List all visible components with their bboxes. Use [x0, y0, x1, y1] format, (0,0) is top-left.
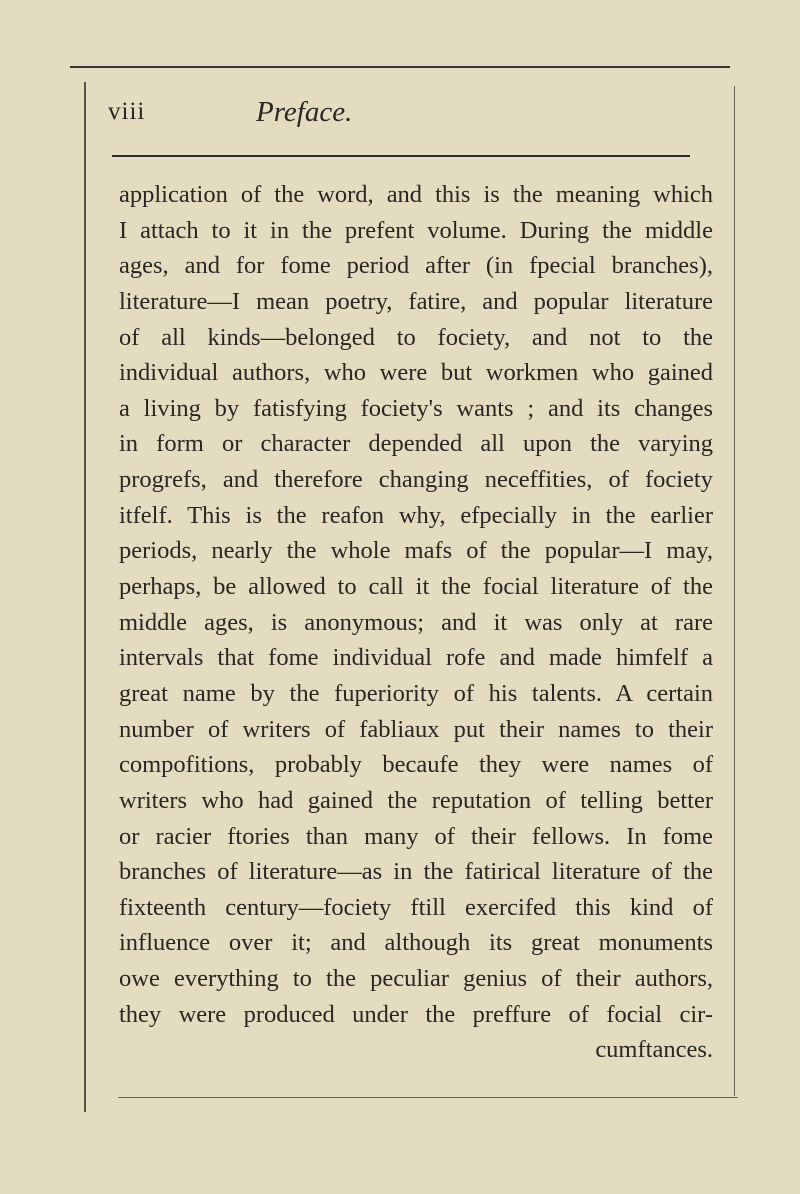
header-rule — [112, 155, 690, 157]
text-line: a living by fatisfying fociety's wants ; and its changes — [119, 394, 713, 422]
page-number: viii — [108, 98, 146, 125]
text-line: owe everything to the peculiar genius of their authors, — [119, 965, 713, 993]
text-line-final: cumftances. — [595, 1036, 713, 1064]
text-line: number of writers of fabliaux put their names to their — [119, 715, 713, 743]
text-line: literature—I mean poetry, fatire, and popular literature — [119, 287, 713, 315]
text-line: influence over it; and although its great monuments — [119, 929, 713, 957]
page-frame-left-edge — [84, 82, 86, 1112]
text-line: compofitions, probably becaufe they were names of — [119, 751, 713, 779]
text-line: application of the word, and this is the meaning which — [119, 181, 713, 208]
text-line: branches of literature—as in the fatirical literature of the — [119, 858, 713, 886]
text-line: progrefs, and therefore changing neceffities, of fociety — [119, 466, 713, 494]
text-line: fixteenth century—fociety ftill exercifed this kind of — [119, 893, 713, 921]
running-head: Preface. — [256, 96, 353, 128]
page-frame-top-edge — [70, 66, 730, 68]
text-line: in form or character depended all upon the varying — [119, 430, 713, 458]
text-line: individual authors, who were but workmen who gained — [119, 359, 713, 387]
body-text — [119, 177, 713, 1068]
text-line: perhaps, be allowed to call it the focial literature of the — [119, 573, 713, 601]
text-line: or racier ftories than many of their fellows. In fome — [119, 822, 713, 850]
text-line: intervals that fome individual rofe and made himfelf a — [119, 644, 713, 672]
text-line: periods, nearly the whole mafs of the popular—I may, — [119, 537, 713, 565]
text-line: middle ages, is anonymous; and it was only at rare — [119, 608, 713, 636]
text-line: of all kinds—belonged to fociety, and not to the — [119, 323, 713, 351]
text-line: I attach to it in the prefent volume. During the middle — [119, 216, 713, 244]
page-frame-bottom-edge — [118, 1097, 738, 1098]
text-line: itfelf. This is the reafon why, efpecially in the earlier — [119, 501, 713, 529]
text-line: great name by the fuperiority of his talents. A certain — [119, 679, 713, 707]
text-line: writers who had gained the reputation of telling better — [119, 786, 713, 814]
page-frame-right-edge — [734, 86, 735, 1096]
text-line: ages, and for fome period after (in fpecial branches), — [119, 252, 713, 280]
text-line: they were produced under the preffure of focial cir- — [119, 1000, 713, 1028]
